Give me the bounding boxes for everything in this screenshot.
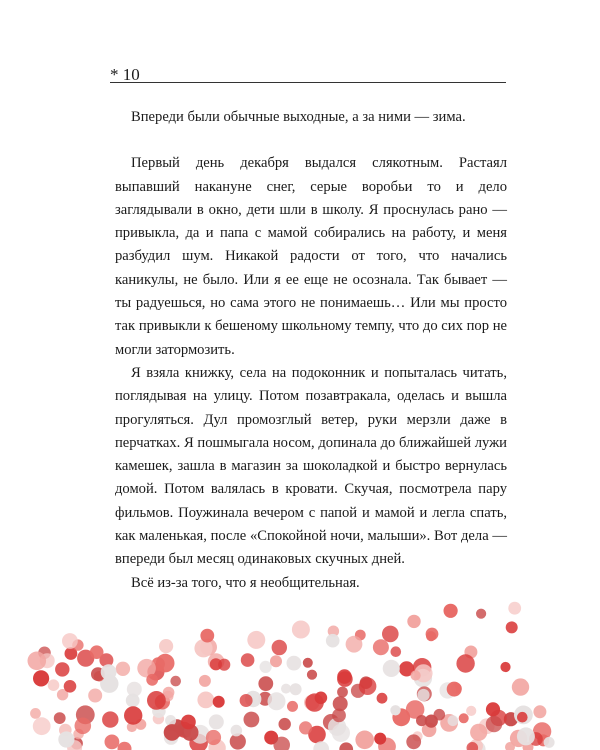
confetti-dot	[116, 662, 130, 676]
confetti-dot	[260, 661, 272, 673]
confetti-dot	[425, 715, 438, 728]
confetti-dot	[391, 646, 402, 657]
confetti-dot	[337, 687, 348, 698]
confetti-dot	[268, 692, 286, 710]
page-body	[115, 106, 507, 595]
confetti-dot	[508, 602, 521, 615]
confetti-dot	[88, 689, 102, 703]
confetti-dot	[62, 633, 78, 649]
confetti-dot	[406, 734, 421, 749]
confetti-dot	[241, 653, 255, 667]
confetti-dot	[287, 701, 298, 712]
confetti-dot	[33, 717, 51, 735]
confetti-dot	[373, 639, 389, 655]
confetti-dot	[30, 708, 41, 719]
confetti-dot	[247, 631, 265, 649]
confetti-dot	[470, 724, 487, 741]
confetti-dot	[544, 737, 555, 748]
confetti-dot	[240, 694, 253, 707]
confetti-dot	[170, 676, 181, 687]
confetti-dot	[377, 693, 388, 704]
confetti-dot	[466, 706, 476, 716]
confetti-dot	[290, 683, 302, 695]
confetti-dot	[197, 692, 214, 709]
confetti-dot	[33, 670, 49, 686]
confetti-dot	[101, 664, 117, 680]
confetti-dot	[299, 721, 312, 734]
confetti-dot	[517, 712, 528, 723]
confetti-dot	[209, 714, 224, 729]
confetti-dot	[206, 730, 221, 745]
confetti-dot	[213, 696, 225, 708]
body-paragraph: Я взяла книжку, села на подоконник и попыталась читать, поглядывая на улицу. Потом позавтракала, оделась и вышла прогуляться. Дул промозглый ветер, руки мерзли даже в перчатках. Я пошмыгала носом, допинала до ближайшей лужи камешек, зашла в магазин за шоколадкой и быстро вернулась домой. Потом валялась в кровати. Скучая, посмотрела пару фильмов. Поужинала вечером с папой и мамой и легла спать, как маленькая, после «Спокойной ночи, малыши». Вот дела — впереди был месяц одинаковых скучных дней.	[115, 364, 507, 568]
confetti-dot	[339, 742, 353, 750]
confetti-decoration	[0, 585, 600, 750]
header-rule	[110, 82, 506, 83]
confetti-dot	[390, 705, 400, 715]
confetti-dot	[55, 662, 69, 676]
confetti-dot	[28, 652, 47, 671]
confetti-dot	[333, 696, 348, 711]
confetti-dot	[337, 669, 352, 684]
confetti-dot	[159, 639, 173, 653]
confetti-dot	[126, 694, 140, 708]
confetti-dot	[272, 640, 287, 655]
confetti-dot	[200, 629, 214, 643]
page-header	[110, 62, 506, 84]
confetti-dot	[105, 735, 120, 750]
confetti-dot	[90, 645, 104, 659]
body-paragraph: Всё из-за того, что я необщительная.	[131, 574, 360, 591]
confetti-dot	[307, 670, 317, 680]
confetti-dot	[279, 718, 291, 730]
confetti-dot	[332, 724, 350, 742]
confetti-dot	[218, 659, 230, 671]
confetti-dot	[147, 691, 166, 710]
confetti-dot	[533, 705, 546, 718]
confetti-dot	[447, 682, 462, 697]
confetti-dot	[382, 626, 399, 643]
confetti-dot	[326, 634, 340, 648]
confetti-dot	[459, 713, 469, 723]
confetti-dot	[292, 621, 310, 639]
confetti-dot	[359, 677, 377, 695]
confetti-dot	[244, 712, 260, 728]
confetti-dot	[383, 660, 400, 677]
confetti-dot	[58, 731, 74, 747]
confetti-dot	[54, 712, 66, 724]
body-paragraph: Первый день декабря выдался слякотным. Растаял выпавший накануне снег, серые воробьи то и дело заглядывали в окно, дети шли в школу. Я проснулась рано — привыкла, да и папа с мамой собирались на работу, и меня разбудил шум. Никакой радости от того, что начались каникулы, не было. Или я ее еще не осознала. Так бывает — ты радуешься, но сама этого не понимаешь… Или мы просто так привыкли к бешеному школьному темпу, что до сих пор не могли затормозить.	[115, 155, 507, 358]
confetti-dot	[124, 706, 142, 724]
confetti-dot	[181, 715, 196, 730]
confetti-dot	[444, 604, 458, 618]
confetti-dot	[146, 674, 158, 686]
confetti-dot	[315, 692, 328, 705]
confetti-dot	[456, 654, 474, 672]
confetti-dot	[512, 678, 529, 695]
confetti-dot	[506, 621, 518, 633]
confetti-dot	[199, 675, 211, 687]
confetti-dot	[258, 676, 273, 691]
confetti-dot	[164, 724, 181, 741]
confetti-dot	[476, 609, 486, 619]
confetti-dot	[448, 715, 459, 726]
confetti-dot	[411, 670, 421, 680]
confetti-dot	[48, 679, 60, 691]
confetti-dot	[407, 615, 420, 628]
confetti-dot	[500, 662, 510, 672]
confetti-dot	[102, 711, 118, 727]
intro-paragraph: Впереди были обычные выходные, а за ними — зима.	[131, 109, 466, 125]
confetti-dot	[270, 655, 282, 667]
confetti-dot	[287, 656, 302, 671]
confetti-dot	[486, 716, 502, 732]
confetti-dot	[303, 658, 313, 668]
confetti-dot	[64, 680, 77, 693]
confetti-dot	[281, 684, 291, 694]
confetti-dot	[231, 725, 243, 737]
confetti-dot	[517, 727, 535, 745]
confetti-dot	[374, 733, 386, 745]
confetti-dot	[346, 636, 363, 653]
confetti-dot	[355, 731, 374, 750]
confetti-dot	[426, 631, 436, 641]
page-number: * 10	[110, 65, 140, 84]
confetti-dot	[118, 742, 132, 750]
confetti-dot	[75, 718, 92, 735]
confetti-dot	[417, 689, 429, 701]
